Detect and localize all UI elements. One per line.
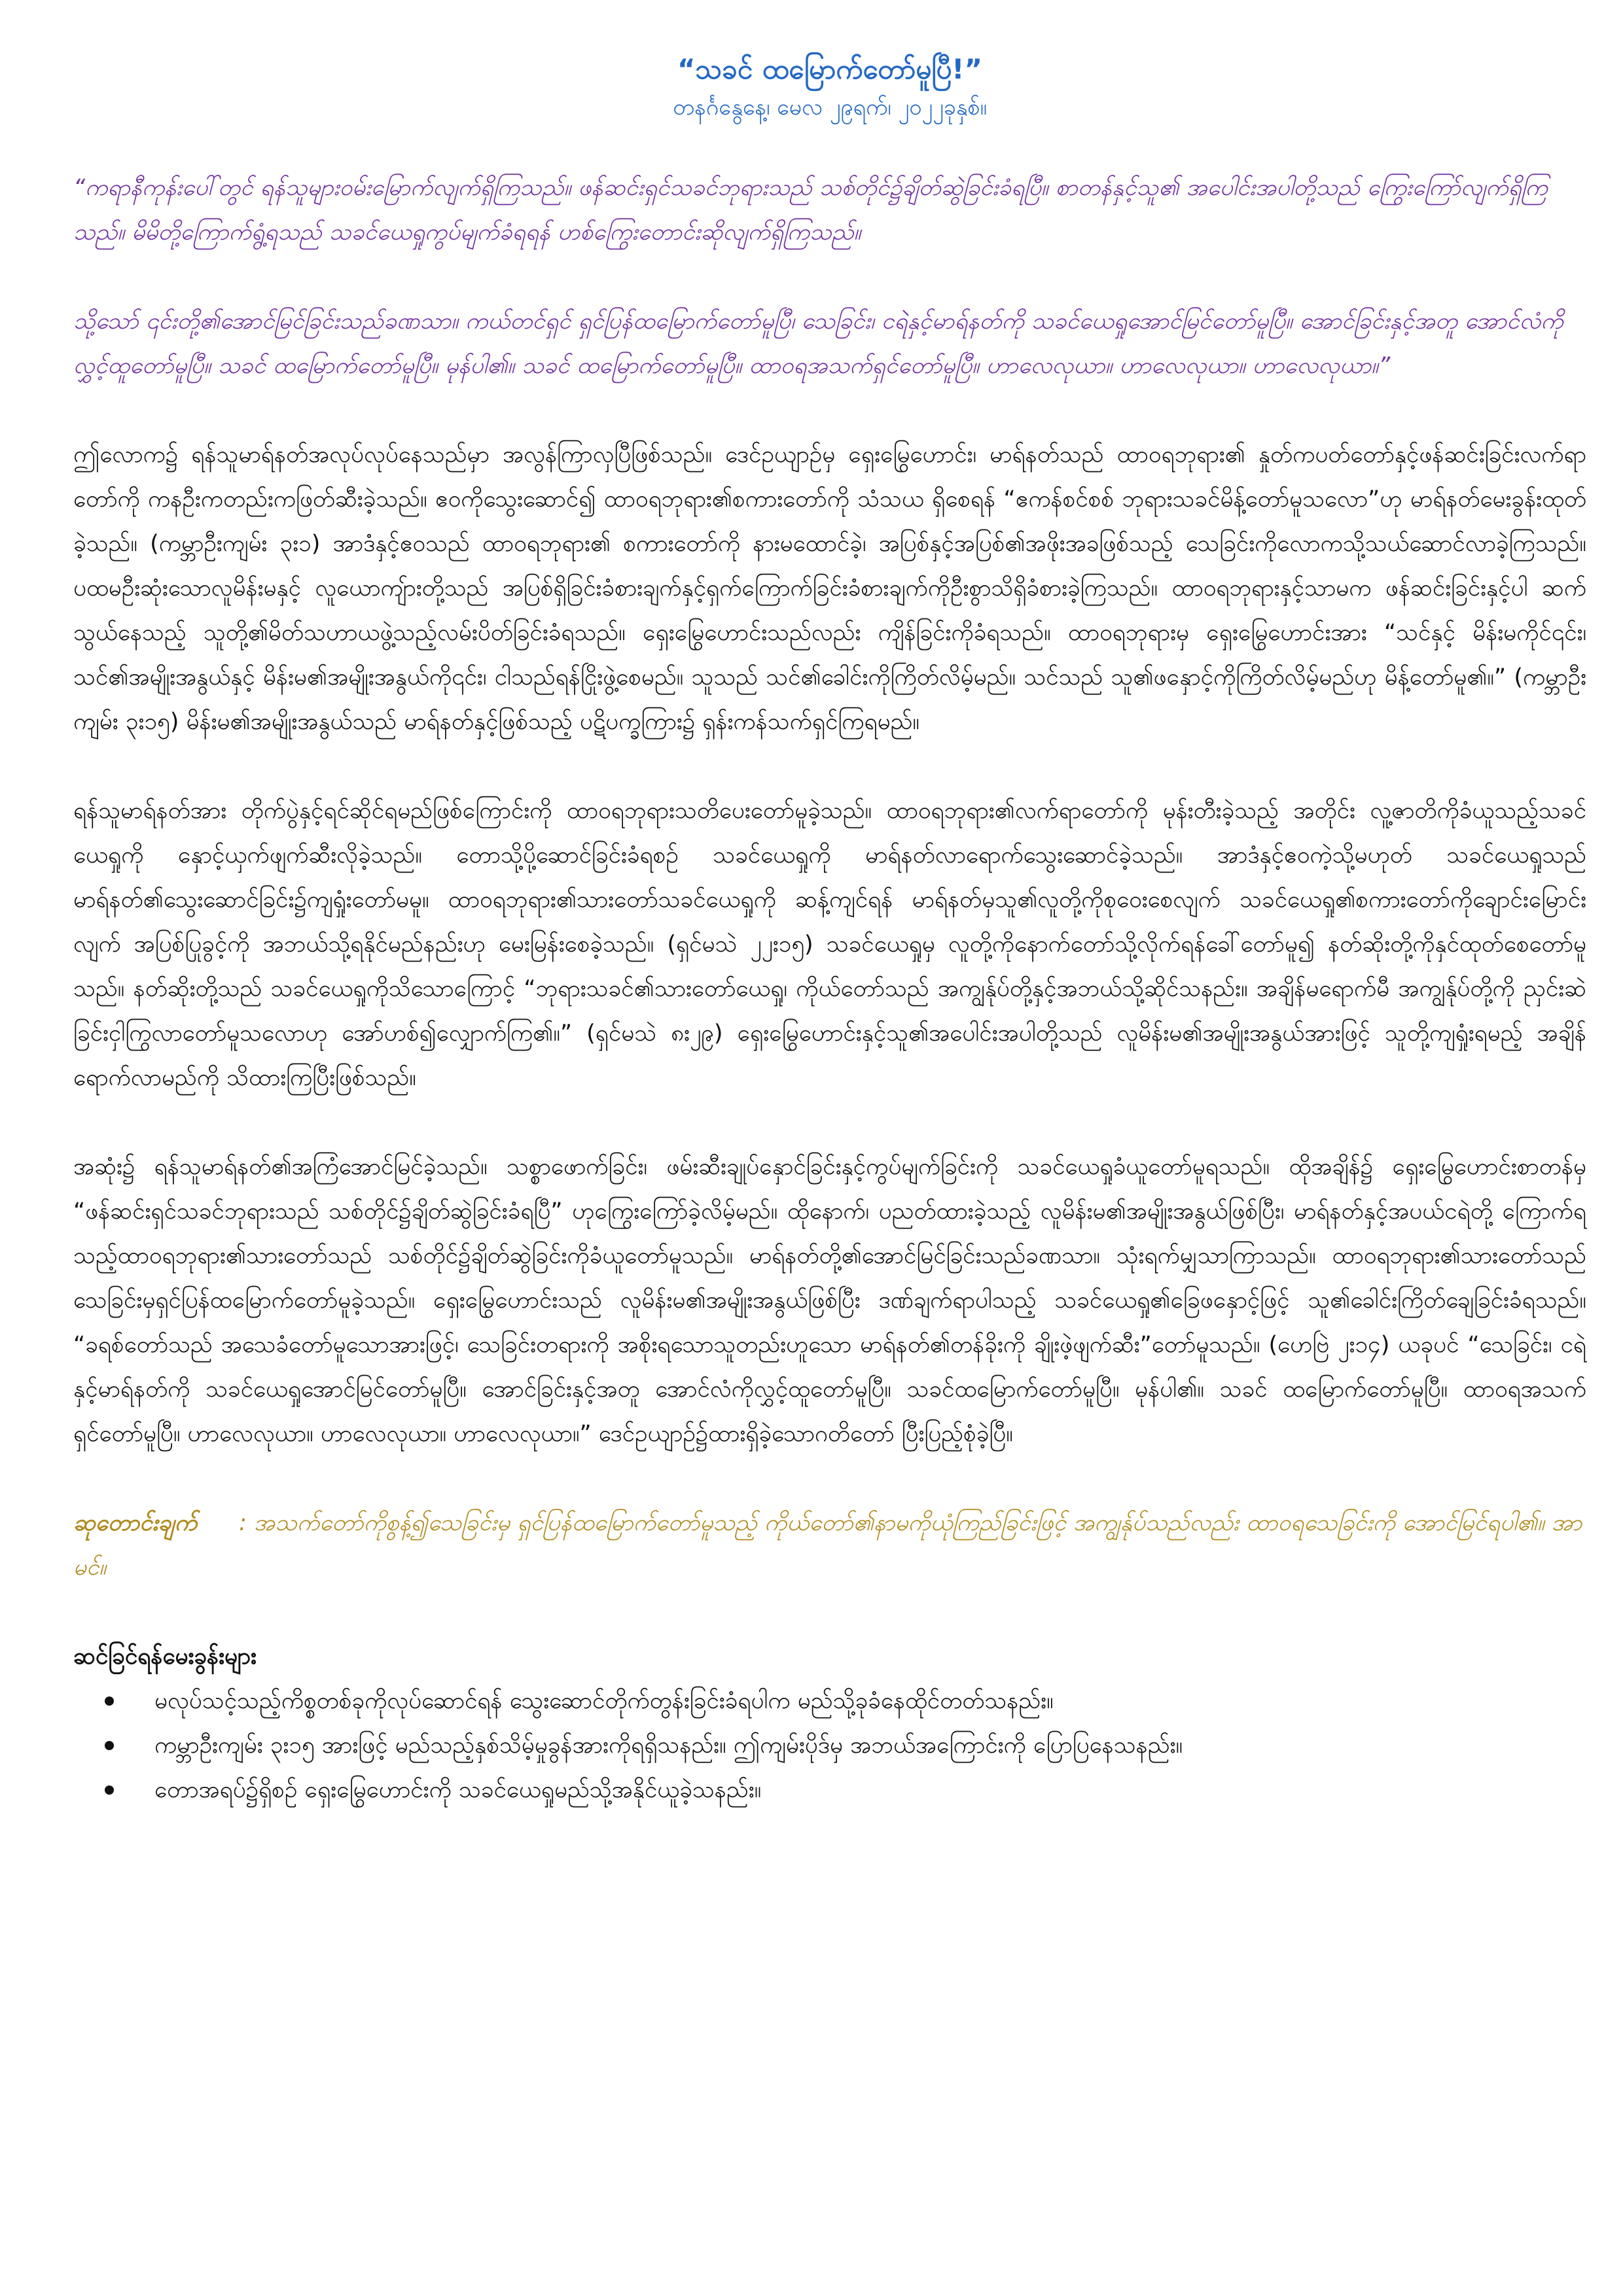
question-text: ကမ္ဘာဦးကျမ်း ၃း၁၅ အားဖြင့် မည်သည့်နှစ်သိမ့်မှုခွန်အားကိုရရှိသနည်း။ ဤကျမ်းပိုဒ်မှ အဘယ်အကြောင်းကို ပြောပြနေသနည်း။: [154, 1732, 1183, 1759]
date-subtitle: တနင်္ဂနွေနေ့၊ မေလ ၂၉ရက်၊ ၂၀၂၂ခုနှစ်။: [673, 94, 987, 120]
question-item: [73, 1679, 1586, 1723]
body-paragraph: အဆုံး၌ ရန်သူမာရ်နတ်၏အကြံအောင်မြင်ခဲ့သည်။ သစ္စာဖောက်ခြင်း၊ ဖမ်းဆီးချုပ်နှောင်ခြင်းနှင့်ကွပ်မျက်ခြင်းကို သခင်ယေရှုခံယူတော်မူရသည်။ ထိုအချိန်၌ ရှေးမြွေဟောင်းစာတန်မှ “ဖန်ဆင်းရှင်သခင်ဘုရားသည် သစ်တိုင်၌ချိတ်ဆွဲခြင်းခံရပြီ” ဟုကြွေးကြော်ခဲ့လိမ့်မည်။ ထိုနောက်၊ ပညတ်ထားခဲ့သည့် လူမိန်းမ၏အမျိုးအနွယ်ဖြစ်ပြီး၊ မာရ်နတ်နှင့်အပယ်ငရဲတို့ ကြောက်ရသည့်ထာဝရဘုရား၏သားတော်သည် သစ်တိုင်၌ချိတ်ဆွဲခြင်းကိုခံယူတော်မူသည်။ မာရ်နတ်တို့၏အောင်မြင်ခြင်းသည်ခဏသာ။ သုံးရက်မျှသာကြာသည်။ ထာဝရဘုရား၏သားတော်သည် သေခြင်းမှရှင်ပြန်ထမြောက်တော်မူခဲ့သည်။ ရှေးမြွေဟောင်းသည် လူမိန်းမ၏အမျိုးအနွယ်ဖြစ်ပြီး ဒဏ်ချက်ရာပါသည့် သခင်ယေရှု၏ခြေဖနှောင့်ဖြင့် သူ၏ခေါင်းကြိတ်ချေခြင်းခံရသည်။ “ခရစ်တော်သည် အသေခံတော်မူသောအားဖြင့်၊ သေခြင်းတရားကို အစိုးရသောသူတည်းဟူသော မာရ်နတ်၏တန်ခိုးကို ချိုးဖဲ့ဖျက်ဆီး”တော်မူသည်။ (ဟေဗြဲ ၂း၁၄) ယခုပင် “သေခြင်း၊ ငရဲနှင့်မာရ်နတ်ကို သခင်ယေရှုအောင်မြင်တော်မူပြီ။ အောင်ခြင်းနှင့်အတူ အောင်လံကိုလွှင့်ထူတော်မူပြီ။ သခင်ထမြောက်တော်မူပြီ။ မုန်ပါ၏။ သခင် ထမြောက်တော်မူပြီ။ ထာဝရအသက်ရှင်တော်မူပြီ။ ဟာလေလုယာ။ ဟာလေလုယာ။ ဟာလေလုယာ။” ဒေင်ဥယျာဉ်၌ထားရှိခဲ့သောဂတိတော် ပြီးပြည့်စုံခဲ့ပြီ။: [73, 1154, 1586, 1447]
quote-paragraph: “ကရာနီကုန်းပေါ်တွင် ရန်သူများဝမ်းမြောက်လျက်ရှိကြသည်။ ဖန်ဆင်းရှင်သခင်ဘုရားသည် သစ်တိုင်၌ချိတ်ဆွဲခြင်းခံရပြီ။ စာတန်နှင့်သူ၏ အပေါင်းအပါတို့သည် ကြွေးကြော်လျက်ရှိကြသည်။ မိမိတို့ကြောက်ရွံ့ရသည် သခင်ယေရှုကွပ်မျက်ခံရရန် ဟစ်ကြွေးတောင်းဆိုလျက်ရှိကြသည်။: [73, 175, 1548, 245]
prayer: [73, 1501, 1586, 1590]
opening-quote: [73, 166, 1586, 388]
questions-list: [73, 1679, 1586, 1812]
prayer-label: ဆုတောင်းချက်: [73, 1510, 198, 1536]
question-text: မလုပ်သင့်သည့်ကိစ္စတစ်ခုကိုလုပ်ဆောင်ရန် သွေးဆောင်တိုက်တွန်းခြင်းခံရပါက မည်သို့ခုခံနေထိုင်တတ်သနည်း။: [154, 1688, 1054, 1714]
prayer-text: : အသက်တော်ကိုစွန့်၍သေခြင်းမှ ရှင်ပြန်ထမြောက်တော်မူသည့် ကိုယ်တော်၏နာမကိုယုံကြည်ခြင်းဖြင့် အကျွန်ုပ်သည်လည်း ထာဝရသေခြင်းကို အောင်မြင်ရပါ၏။ အာမင်။: [73, 1510, 1582, 1581]
body-paragraph: ဤလောက၌ ရန်သူမာရ်နတ်အလုပ်လုပ်နေသည်မှာ အလွန်ကြာလှပြီဖြစ်သည်။ ဒေင်ဥယျာဉ်မှ ရှေးမြွေဟောင်း၊ မာရ်နတ်သည် ထာဝရဘုရား၏ နှုတ်ကပတ်တော်နှင့်ဖန်ဆင်းခြင်းလက်ရာတော်ကို ကနဦးကတည်းကဖြတ်ဆီးခဲ့သည်။ ဧဝကိုသွေးဆောင်၍ ထာဝရဘုရား၏စကားတော်ကို သံသယ ရှိစေရန် “ဧကန်စင်စစ် ဘုရားသခင်မိန့်တော်မူသလော”ဟု မာရ်နတ်မေးခွန်းထုတ်ခဲ့သည်။ (ကမ္ဘာဦးကျမ်း ၃း၁) အာဒံနှင့်ဧဝသည် ထာဝရဘုရား၏ စကားတော်ကို နားမထောင်ခဲ့၊ အပြစ်နှင့်အပြစ်၏အဖိုးအခဖြစ်သည့် သေခြင်းကိုလောကသို့သယ်ဆောင်လာခဲ့ကြသည်။ ပထမဦးဆုံးသောလူမိန်းမနှင့် လူယောကျ်ားတို့သည် အပြစ်ရှိခြင်းခံစားချက်နှင့်ရှက်ကြောက်ခြင်းခံစားချက်ကိုဦးစွာသိရှိခံစားခဲ့ကြသည်။ ထာဝရဘုရားနှင့်သာမက ဖန်ဆင်းခြင်းနှင့်ပါ ဆက်သွယ်နေသည့် သူတို့၏မိတ်သဟာယဖွဲ့သည့်လမ်းပိတ်ခြင်းခံရသည်။ ရှေးမြွေဟောင်းသည်လည်း ကျိန်ခြင်းကိုခံရသည်။ ထာဝရဘုရားမှ ရှေးမြွေဟောင်းအား “သင်နှင့် မိန်းမကိုင်၎င်း၊ သင်၏အမျိုးအနွယ်နှင့် မိန်းမ၏အမျိုးအနွယ်ကို၎င်း၊ ငါသည်ရန်ငြိုးဖွဲ့စေမည်။ သူသည် သင်၏ခေါင်းကိုကြိတ်လိမ့်မည်။ သင်သည် သူ၏ဖနှောင့်ကိုကြိတ်လိမ့်မည်ဟု မိန့်တော်မူ၏။” (ကမ္ဘာဦးကျမ်း ၃း၁၅) မိန်းမ၏အမျိုးအနွယ်သည် မာရ်နတ်နှင့်ဖြစ်သည့် ပဋိပက္ခကြား၌ ရှန်းကန်သက်ရှင်ကြရမည်။: [73, 442, 1586, 735]
page-title: “သခင် ထမြောက်တော်မူပြီ!”: [677, 53, 983, 85]
question-item: [73, 1723, 1586, 1768]
bullet-icon: [105, 1696, 114, 1706]
body-paragraph: ရန်သူမာရ်နတ်အား တိုက်ပွဲနှင့်ရင်ဆိုင်ရမည်ဖြစ်ကြောင်းကို ထာဝရဘုရားသတိပေးတော်မူခဲ့သည်။ ထာဝရဘုရား၏လက်ရာတော်ကို မုန်းတီးခဲ့သည့် အတိုင်း လူ့ဇာတိကိုခံယူသည့်သခင်ယေရှုကို နှောင့်ယှက်ဖျက်ဆီးလိုခဲ့သည်။ တောသို့ပို့ဆောင်ခြင်းခံရစဉ် သခင်ယေရှုကို မာရ်နတ်လာရောက်သွေးဆောင်ခဲ့သည်။ အာဒံနှင့်ဧဝကဲ့သို့မဟုတ် သခင်ယေရှုသည် မာရ်နတ်၏သွေးဆောင်ခြင်း၌ကျရှုံးတော်မမူ။ ထာဝရဘုရား၏သားတော်သခင်ယေရှုကို ဆန့်ကျင်ရန် မာရ်နတ်မှသူ၏လူတို့ကိုစုဝေးစေလျက် သခင်ယေရှု၏စကားတော်ကိုချောင်းမြောင်းလျက် အပြစ်ပြုခွင့်ကို အဘယ်သို့ရနိုင်မည်နည်းဟု မေးမြန်းစေခဲ့သည်။ (ရှင်မသဲ ၂၂း၁၅) သခင်ယေရှုမှ လူတို့ကိုနောက်တော်သို့လိုက်ရန်ခေါ်တော်မူ၍ နတ်ဆိုးတို့ကိုနှင်ထုတ်စေတော်မူသည်။ နတ်ဆိုးတို့သည် သခင်ယေရှုကိုသိသောကြောင့် “ဘုရားသခင်၏သားတော်ယေရှု၊ ကိုယ်တော်သည် အကျွန်ုပ်တို့နှင့်အဘယ်သို့ဆိုင်သနည်း။ အချိန်မရောက်မီ အကျွန်ုပ်တို့ကို ညှင်းဆဲခြင်းငှါကြွလာတော်မူသလောဟု အော်ဟစ်၍လျှောက်ကြ၏။” (ရှင်မသဲ ၈း၂၉) ရှေးမြွေဟောင်းနှင့်သူ၏အပေါင်းအပါတို့သည် လူမိန်းမ၏အမျိုးအနွယ်အားဖြင့် သူတို့ကျရှုံးရမည့် အချိန်ရောက်လာမည်ကို သိထားကြပြီးဖြစ်သည်။: [73, 798, 1586, 1091]
quote-paragraph: သို့သော် ၎င်းတို့၏အောင်မြင်ခြင်းသည်ခဏသာ။ ကယ်တင်ရှင် ရှင်ပြန်ထမြောက်တော်မူပြီ၊ သေခြင်း၊ ငရဲနှင့်မာရ်နတ်ကို သခင်ယေရှုအောင်မြင်တော်မူပြီ။ အောင်ခြင်းနှင့်အတူ အောင်လံကိုလွှင့်ထူတော်မူပြီ။ သခင် ထမြောက်တော်မူပြီ။ မုန်ပါ၏။ သခင် ထမြောက်တော်မူပြီ။ ထာဝရအသက်ရှင်တော်မူပြီ။ ဟာလေလုယာ။ ဟာလေလုယာ။ ဟာလေလုယာ။”: [73, 308, 1563, 379]
bullet-icon: [105, 1741, 114, 1750]
question-item: [73, 1768, 1586, 1812]
body-text: [73, 433, 1586, 1456]
questions-heading: ဆင်ခြင်ရန်မေးခွန်းများ: [73, 1643, 257, 1670]
question-text: တောအရပ်၌ရှိစဉ် ရှေးမြွေဟောင်းကို သခင်ယေရှုမည်သို့အနိုင်ယူခဲ့သနည်း။: [154, 1777, 762, 1803]
bullet-icon: [105, 1785, 114, 1795]
reflection-questions: [73, 1634, 1586, 1812]
